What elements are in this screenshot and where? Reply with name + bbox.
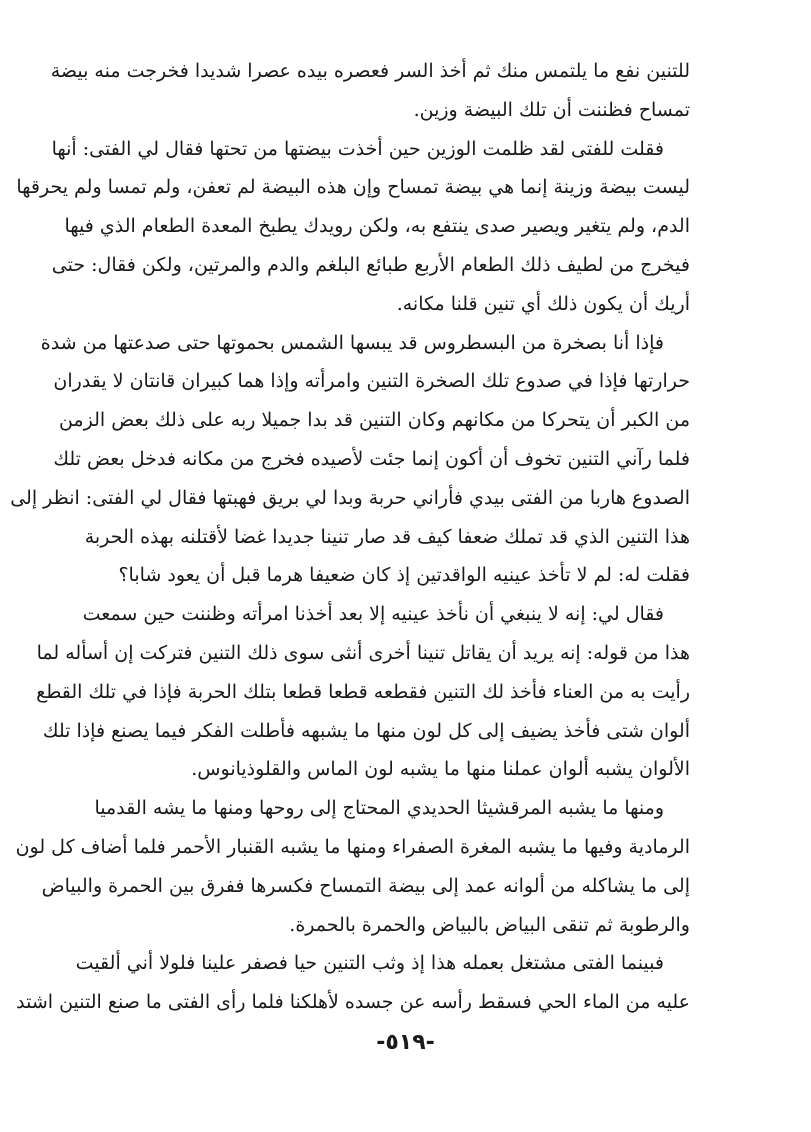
text-line: للتنين نفع ما يلتمس منك ثم أخذ السر فعصره بيده عصرا شديدا فخرجت منه بيضة xyxy=(50,60,690,82)
text-line: فقال لي: إنه لا ينبغي أن نأخذ عينيه إلا بعد أخذنا امرأته وظننت حين سمعت xyxy=(82,603,664,626)
text-line: فقلت له: لم لا تأخذ عينيه الواقدتين إذ كان ضعيفا هرما قبل أن يعود شابا؟ xyxy=(118,564,690,587)
text-line: إلى ما يشاكله من ألوانه عمد إلى بيضة التمساح فكسرها ففرق بين الحمرة والبياض xyxy=(41,874,690,897)
text-line: تمساح فظننت أن تلك البيضة وزين. xyxy=(413,98,690,121)
text-line: فإذا أنا بصخرة من البسطروس قد يبسها الشمس بحموتها حتى صدعتها من شدة xyxy=(40,331,664,354)
text-line: من الكبر أن يتحركا من مكانهم وكان التنين قد بدا جميلا ربه على ذلك بعض الزمن xyxy=(58,409,690,432)
text-line: ومنها ما يشبه المرقشيثا الحديدي المحتاج إلى روحها ومنها ما يشه القدميا xyxy=(94,797,664,820)
text-line: ليست بيضة وزينة إنما هي بيضة تمساح وإن هذه البيضة لم تعفن، ولم تمسا ولم يحرقها xyxy=(16,176,690,199)
text-line: الألوان يشبه ألوان عملنا منها ما يشبه لون الماس والقلوذيانوس. xyxy=(191,758,690,781)
text-line: فبينما الفتى مشتغل بعمله هذا إذ وثب التنين حيا فصفر علينا فلولا أني ألقيت xyxy=(75,952,664,975)
text-line: حرارتها فإذا في صدوع تلك الصخرة التنين وامرأته وإذا هما كبيران قانتان لا يقدران xyxy=(53,370,690,393)
text-line: الصدوع هاربا من الفتى بيدي فأراني حربة وبدا لي بريق فهبتها فقال لي الفتى: انظر إلى xyxy=(10,486,690,509)
text-line: فلما رآني التنين تخوف أن أكون إنما جئت لأصيده فخرج من مكانه فدخل بعض تلك xyxy=(53,447,690,470)
text-line: هذا التنين الذي قد تملك ضعفا كيف قد صار تنينا جديدا غضا لأقتلنه بهذه الحربة xyxy=(84,525,690,548)
text-line: رأيت به من العناء فأخذ لك التنين فقطعه قطعا قطعا بتلك الحربة فإذا في تلك القطع xyxy=(36,680,690,703)
page-number: -٥١٩- xyxy=(376,1030,435,1055)
text-line: هذا من قوله: إنه يريد أن يقاتل تنينا أخرى أنثى سوى ذلك التنين فتركت إن أسأله لما xyxy=(36,641,690,664)
text-line: عليه من الماء الحي فسقط رأسه عن جسده لأهلكنا فلما رأى الفتى ما صنع التنين اشتد xyxy=(16,991,690,1014)
text-line: فيخرج من لطيف ذلك الطعام الأربع طبائع البلغم والدم والمرتين، ولكن فقال: حتى xyxy=(51,253,690,276)
text-line: فقلت للفتى لقد ظلمت الوزين حين أخذت بيضتها من تحتها فقال لي الفتى: أنها xyxy=(51,137,664,160)
text-line: الرمادية وفيها ما يشبه المغرة الصفراء ومنها ما يشبه القنبار الأحمر فلما أضاف كل لون xyxy=(15,835,690,858)
text-line: أريك أن يكون ذلك أي تنين قلنا مكانه. xyxy=(396,292,690,315)
text-line: ألوان شتى فأخذ يضيف إلى كل لون منها ما يشبهه فأطلت الفكر فيما يصنع فإذا تلك xyxy=(42,719,690,742)
page-body xyxy=(10,52,690,1022)
text-line: الدم، ولم يتغير ويصير صدى ينتفع به، ولكن رويدك يطبخ المعدة الطعام الذي فيها xyxy=(64,215,690,238)
text-line: والرطوبة ثم تنقى البياض بالبياض والحمرة بالحمرة. xyxy=(289,913,690,936)
